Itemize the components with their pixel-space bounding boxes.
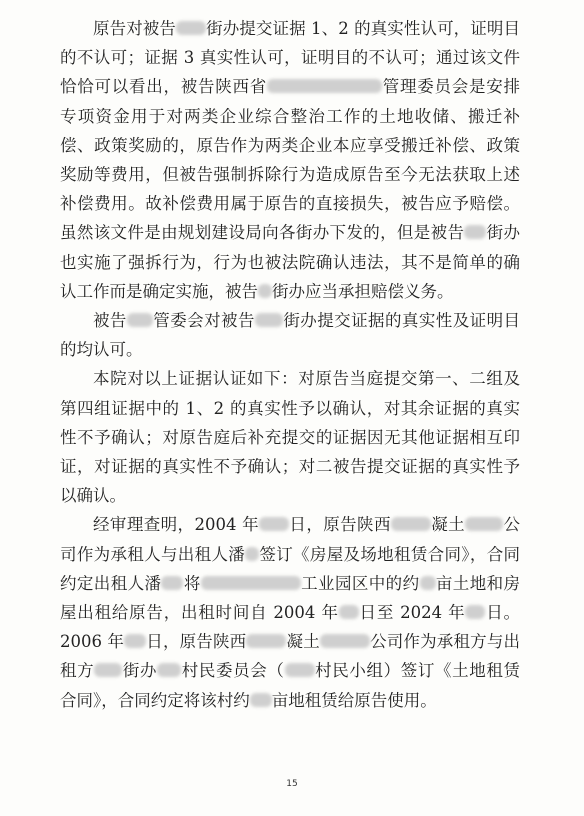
- text-segment: 亩土地和房屋出租给原告，出租时间自 2004 年: [60, 573, 521, 623]
- redaction-mark: [250, 693, 272, 707]
- text-segment: 公司作为承租人与出租人潘: [60, 515, 521, 564]
- text-segment: 被告: [93, 311, 127, 331]
- text-segment: 签订《房屋及场地租赁合同》，合同约定出租人潘: [60, 544, 521, 593]
- redaction-mark: [391, 517, 431, 531]
- text-segment: 经审理查明，2004 年: [93, 515, 259, 535]
- redaction-mark: [464, 225, 486, 239]
- redaction-mark: [124, 634, 146, 648]
- text-segment: 凝土: [286, 632, 320, 652]
- text-segment: 管理委员会是安排专项资金用于对两类企业综合整治工作的土地收储、搬迁补偿、政策奖励的，原告作为两类企业本应享受搬迁补偿、政策奖励等费用，但被告强制拆除行为造成原告至今无法获取上述补偿费用。故补偿费用属于原告的直接损失，被告应予赔偿。虽然该文件是由规划建设局向各街办下发的，但是被告: [60, 77, 520, 243]
- text-segment: 本院对以上证据认证如下：对原告当庭提交第一、二组及第四组证据中的 1、2 的真实性予以确认，对其余证据的真实性不予确认；对原告庭后补充提交的证据因无其他证据相互印证，对证据的真实性不予确认；对二被告提交证据的真实性予以确认。: [60, 369, 520, 506]
- text-segment: 街办提交证据的真实性及证明目的均认可。: [60, 311, 521, 360]
- text-segment: 管委会对被告: [152, 311, 255, 331]
- text-segment: 街办也实施了强拆行为，行为也被法院确认违法，其不是简单的确认工作而是确定实施，被告: [60, 223, 521, 301]
- paragraph-1: [60, 14, 520, 306]
- document-body: [60, 14, 520, 715]
- text-segment: 日。2006 年: [60, 603, 521, 652]
- text-segment: 日，原告陕西: [146, 632, 247, 652]
- redaction-mark: [246, 634, 286, 648]
- redaction-mark: [255, 313, 283, 327]
- redaction-mark: [245, 547, 259, 561]
- redaction-mark: [259, 517, 289, 531]
- text-segment: 村民委员会（: [181, 661, 285, 681]
- redaction-mark: [157, 663, 181, 677]
- page-number: 15: [286, 779, 298, 789]
- paragraph-2: [60, 306, 520, 364]
- text-segment: 亩地租赁给原告使用。: [271, 690, 437, 710]
- paragraph-4: [60, 510, 520, 714]
- text-segment: 街办应当承担赔偿义务。: [272, 281, 454, 301]
- redaction-mark: [465, 517, 503, 531]
- paragraph-3: [60, 364, 520, 510]
- text-segment: 将: [183, 573, 201, 593]
- text-segment: 日，原告陕西: [289, 515, 391, 535]
- redaction-mark: [176, 21, 206, 35]
- redaction-mark: [201, 576, 301, 590]
- text-segment: 原告对被告: [93, 19, 176, 38]
- text-segment: 凝土: [430, 515, 466, 535]
- redaction-mark: [320, 634, 370, 648]
- redaction-mark: [420, 576, 436, 590]
- redaction-mark: [127, 313, 153, 327]
- text-segment: 街办: [122, 661, 158, 681]
- text-segment: 公司作为承租方与出租方: [60, 632, 520, 681]
- redaction-mark: [285, 663, 315, 677]
- redaction-mark: [465, 605, 485, 619]
- text-segment: 日至 2024 年: [358, 603, 466, 623]
- redaction-mark: [161, 576, 183, 590]
- redaction-mark: [258, 284, 272, 298]
- text-segment: 村民小组）签订《土地租赁合同》，合同约定将该村约: [60, 661, 520, 710]
- text-segment: 街办提交证据 1、2 的真实性认可，证明目的不认可；证据 3 真实性认可，证明目的不认可；通过该文件恰恰可以看出，被告陕西省: [60, 19, 520, 97]
- redaction-mark: [267, 79, 382, 93]
- text-segment: 工业园区中的约: [300, 573, 420, 593]
- redaction-mark: [94, 663, 122, 677]
- redaction-mark: [339, 605, 359, 619]
